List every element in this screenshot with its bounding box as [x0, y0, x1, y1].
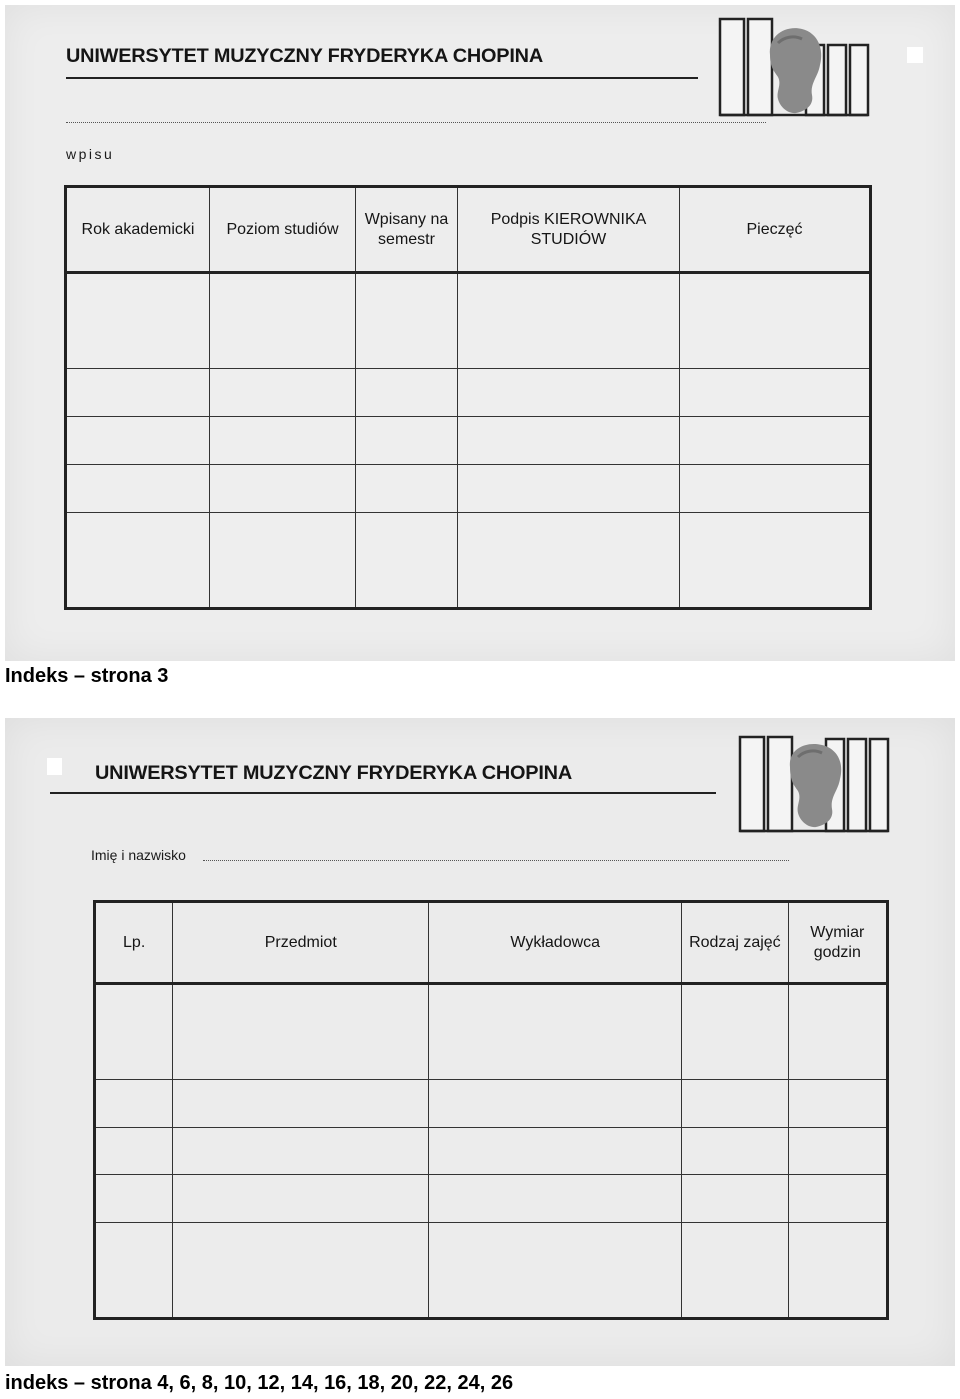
table-row — [66, 513, 871, 609]
enrollment-cell[interactable] — [356, 369, 458, 417]
subject-cell[interactable] — [788, 1175, 887, 1223]
subject-cell[interactable] — [788, 1127, 887, 1175]
table-row — [95, 1223, 888, 1319]
subject-cell[interactable] — [95, 984, 173, 1080]
subject-cell[interactable] — [788, 984, 887, 1080]
table-row — [95, 984, 888, 1080]
subject-cell[interactable] — [788, 1079, 887, 1127]
enrollment-cell[interactable] — [680, 465, 871, 513]
enrollment-cell[interactable] — [66, 273, 210, 369]
table-row — [95, 1079, 888, 1127]
subject-cell[interactable] — [95, 1079, 173, 1127]
table-header-row — [95, 902, 888, 984]
table-row — [66, 465, 871, 513]
subject-cell[interactable] — [429, 1079, 682, 1127]
enrollment-cell[interactable] — [458, 417, 680, 465]
subject-cell[interactable] — [429, 1175, 682, 1223]
subject-cell[interactable] — [173, 984, 429, 1080]
enrollment-cell[interactable] — [210, 513, 356, 609]
enrollment-cell[interactable] — [210, 465, 356, 513]
table-header-row — [66, 187, 871, 273]
header-academic-year: Rok akademicki — [66, 187, 210, 273]
university-title: UNIWERSYTET MUZYCZNY FRYDERYKA CHOPINA — [66, 45, 543, 67]
header-lecturer: Wykładowca — [429, 902, 682, 984]
enrollment-cell[interactable] — [356, 417, 458, 465]
enrollment-cell[interactable] — [210, 369, 356, 417]
enrollment-cell[interactable] — [66, 417, 210, 465]
subject-cell[interactable] — [429, 984, 682, 1080]
subject-cell[interactable] — [95, 1175, 173, 1223]
name-dotted-line — [203, 860, 789, 861]
dotted-separator — [66, 122, 766, 123]
subject-cell[interactable] — [173, 1079, 429, 1127]
title-underline — [50, 792, 716, 794]
index-even-pages-scan — [5, 718, 955, 1366]
enrollment-cell[interactable] — [356, 273, 458, 369]
subject-cell[interactable] — [429, 1127, 682, 1175]
title-underline — [66, 77, 698, 79]
enrollment-cell[interactable] — [458, 465, 680, 513]
enrollment-cell[interactable] — [356, 513, 458, 609]
table-row — [66, 417, 871, 465]
page-3-caption: Indeks – strona 3 — [5, 665, 169, 687]
enrollment-cell[interactable] — [680, 369, 871, 417]
enrollment-cell[interactable] — [458, 513, 680, 609]
subjects-table — [93, 900, 889, 1320]
table-row — [95, 1127, 888, 1175]
enrollment-table — [64, 185, 872, 610]
name-label: Imię i nazwisko — [91, 847, 186, 863]
university-title: UNIWERSYTET MUZYCZNY FRYDERYKA CHOPINA — [95, 762, 572, 784]
enrollment-cell[interactable] — [458, 369, 680, 417]
header-class-type: Rodzaj zajęć — [682, 902, 788, 984]
table-row — [66, 273, 871, 369]
chopin-portrait-logo-icon — [718, 15, 873, 120]
even-pages-caption: indeks – strona 4, 6, 8, 10, 12, 14, 16, 18, 20, 22, 24, 26 — [5, 1372, 514, 1394]
subject-cell[interactable] — [95, 1127, 173, 1175]
table-row — [95, 1175, 888, 1223]
header-number: Lp. — [95, 902, 173, 984]
corner-marker — [907, 47, 923, 63]
subject-cell[interactable] — [682, 1127, 788, 1175]
enrollment-cell[interactable] — [680, 513, 871, 609]
enrollment-cell[interactable] — [66, 465, 210, 513]
header-semester: Wpisany na semestr — [356, 187, 458, 273]
header-signature: Podpis KIEROWNIKA STUDIÓW — [458, 187, 680, 273]
subject-cell[interactable] — [788, 1223, 887, 1319]
header-study-level: Poziom studiów — [210, 187, 356, 273]
header-subject: Przedmiot — [173, 902, 429, 984]
subject-cell[interactable] — [173, 1223, 429, 1319]
subject-cell[interactable] — [682, 1079, 788, 1127]
index-page-3-scan — [5, 5, 955, 661]
enrollment-cell[interactable] — [66, 369, 210, 417]
subject-cell[interactable] — [682, 1223, 788, 1319]
enrollment-cell[interactable] — [680, 417, 871, 465]
enrollment-cell[interactable] — [210, 417, 356, 465]
enrollment-cell[interactable] — [66, 513, 210, 609]
subject-cell[interactable] — [173, 1127, 429, 1175]
enrollment-cell[interactable] — [210, 273, 356, 369]
enrollment-cell[interactable] — [356, 465, 458, 513]
subject-cell[interactable] — [429, 1223, 682, 1319]
table-row — [66, 369, 871, 417]
corner-marker — [47, 758, 62, 775]
chopin-portrait-logo-icon — [738, 733, 893, 835]
subject-cell[interactable] — [173, 1175, 429, 1223]
subject-cell[interactable] — [682, 984, 788, 1080]
subject-cell[interactable] — [95, 1223, 173, 1319]
header-hours: Wymiar godzin — [788, 902, 887, 984]
enrollment-cell[interactable] — [458, 273, 680, 369]
header-stamp: Pieczęć — [680, 187, 871, 273]
section-label: wpisu — [66, 146, 115, 162]
subject-cell[interactable] — [682, 1175, 788, 1223]
enrollment-cell[interactable] — [680, 273, 871, 369]
